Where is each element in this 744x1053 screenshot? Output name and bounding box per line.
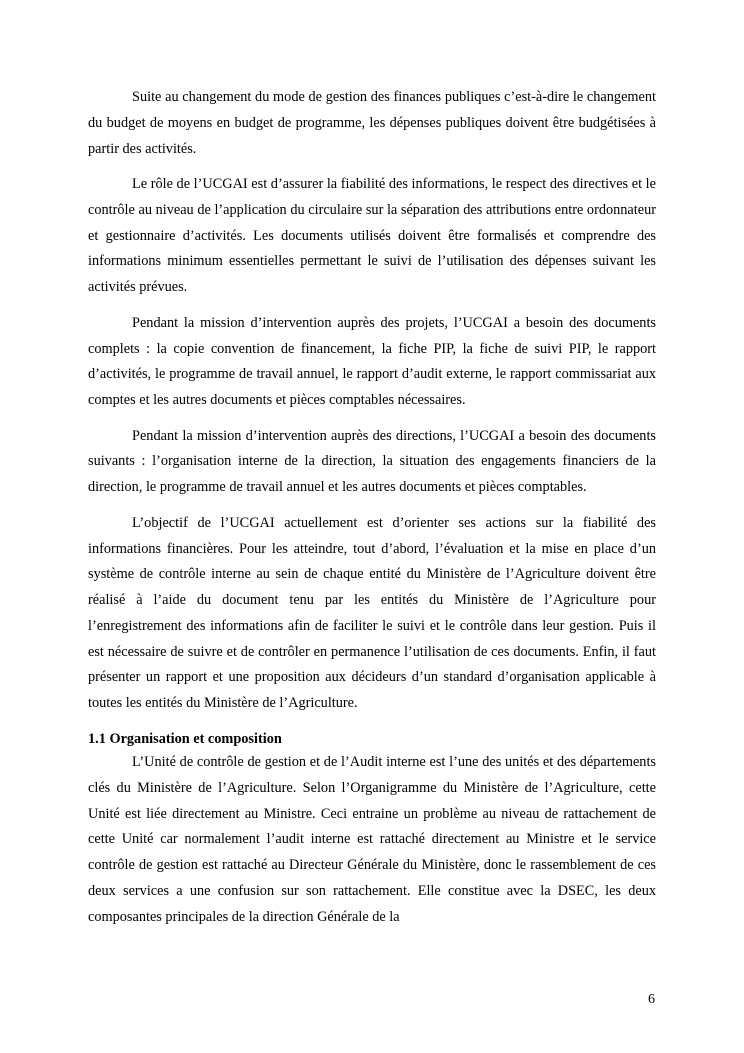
page-number: 6: [648, 992, 655, 1007]
paragraph-ucgai-objective: L’objectif de l’UCGAI actuellement est d’orienter ses actions sur la fiabilité des informations financières. Pour les atteindre, tout d’abord, l’évaluation et la mise en place d’un système de contrôle interne au sein de chaque entité du Ministère de l’Agriculture doivent être réalisé à l’aide du document tenu par les entités du Ministère de l’Agriculture pour l’enregistrement des informations afin de faciliter le suivi et le contrôle dans leur gestion. Puis il est nécessaire de suivre et de contrôler en permanence l’utilisation de ces documents. Enfin, il faut présenter un rapport et une proposition aux décideurs d’un standard d’organisation applicable à toutes les entités du Ministère de l’Agriculture.: [88, 514, 656, 712]
paragraph-project-mission: Pendant la mission d’intervention auprès des projets, l’UCGAI a besoin des documents complets : la copie convention de financement, la fiche PIP, la fiche de suivi PIP, le rapport d’activités, le programme de travail annuel, le rapport d’audit externe, le rapport commissariat aux comptes et les autres documents et pièces comptables nécessaires.: [88, 314, 656, 409]
paragraph-direction-mission: Pendant la mission d’intervention auprès des directions, l’UCGAI a besoin des documents suivants : l’organisation interne de la direction, la situation des engagements financiers de la direction, le programme de travail annuel et les autres documents et pièces comptables.: [88, 427, 656, 496]
paragraph-ucgai-role: Le rôle de l’UCGAI est d’assurer la fiabilité des informations, le respect des directives et le contrôle au niveau de l’application du circulaire sur la séparation des attributions entre ordonnateur et gestionnaire d’activités. Les documents utilisés doivent être formalisés et comprendre des informations minimum essentielles permettant le suivi de l’utilisation des dépenses suivant les activités prévues.: [88, 176, 656, 296]
paragraph-budget-change: Suite au changement du mode de gestion des finances publiques c’est-à-dire le changement du budget de moyens en budget de programme, les dépenses publiques doivent être budgétisées à partir des activités.: [88, 89, 656, 157]
paragraph-organisation: L’Unité de contrôle de gestion et de l’Audit interne est l’une des unités et des départements clés du Ministère de l’Agriculture. Selon l’Organigramme du Ministère de l’Agriculture, cette Unité est liée directement au Ministre. Ceci entraine un problème au niveau de rattachement de cette Unité car normalement l’audit interne est rattaché directement au Ministre et le service contrôle de gestion est rattaché au Directeur Générale du Ministère, donc le rassemblement de ces deux services a une confusion sur son rattachement. Elle constitue avec la DSEC, les deux composantes principales de la direction Générale de la: [88, 754, 656, 925]
page-body: [88, 85, 656, 940]
section-heading: 1.1 Organisation et composition: [88, 731, 282, 748]
